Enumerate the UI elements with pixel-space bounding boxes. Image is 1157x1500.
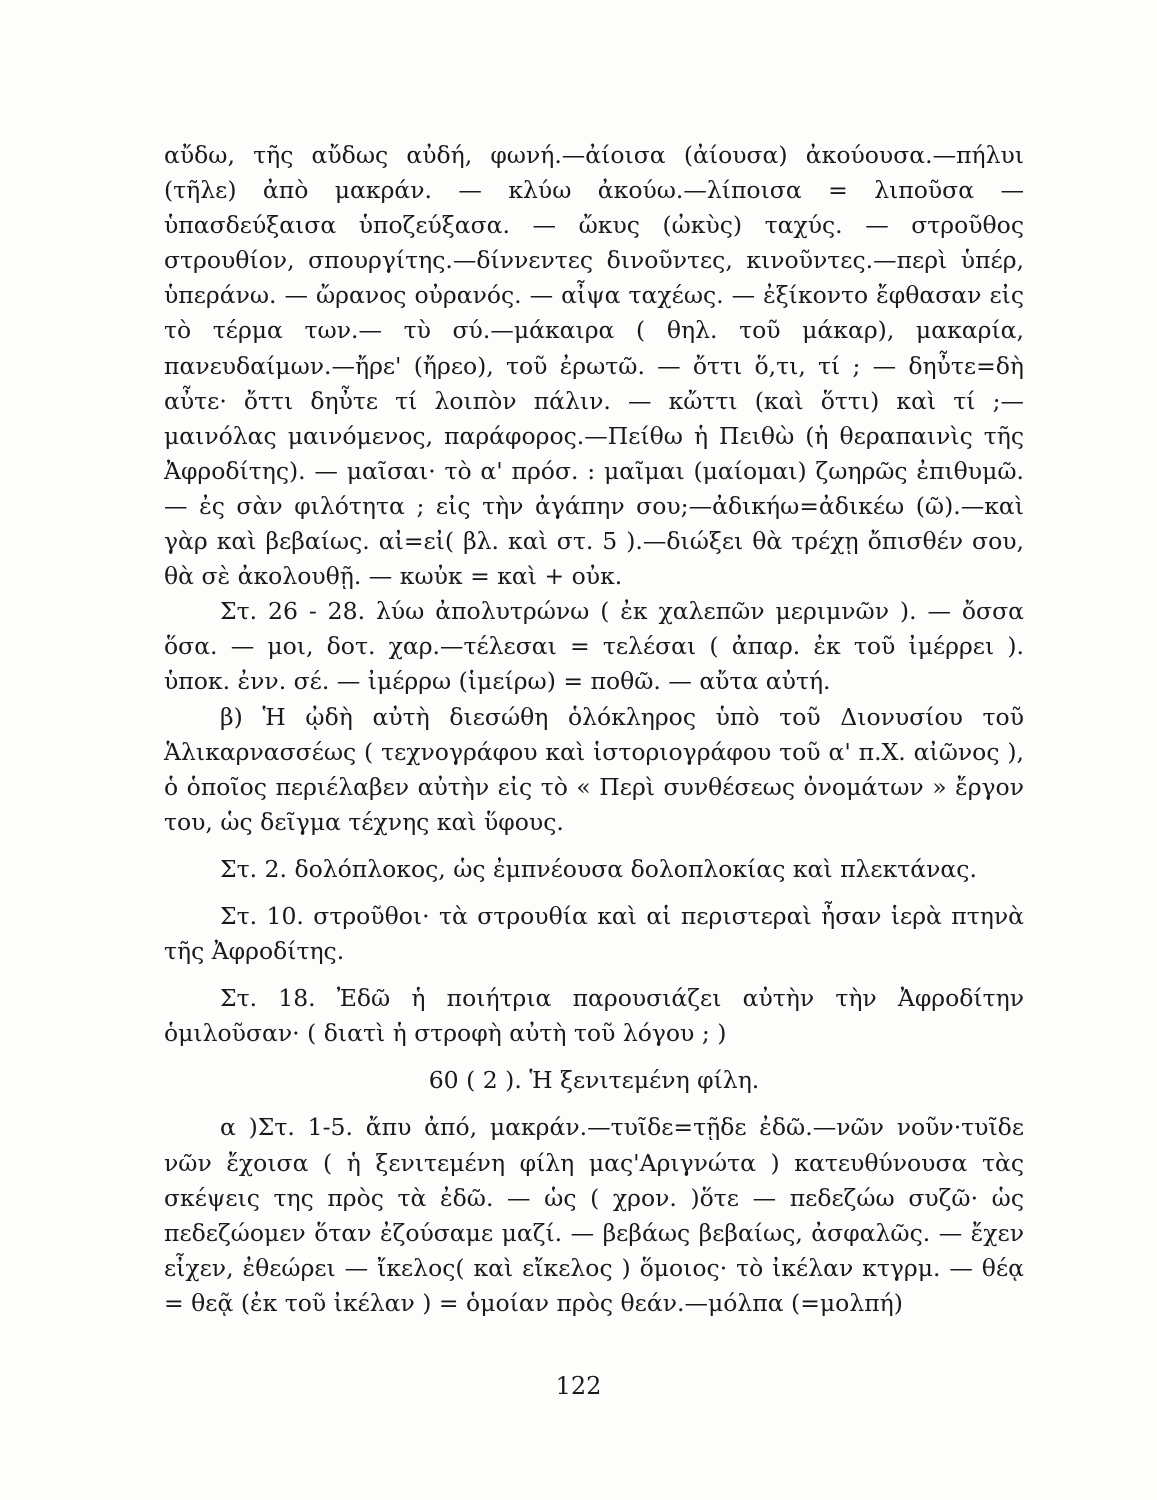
note-b-paragraph: β) Ἡ ᾠδὴ αὐτὴ διεσώθη ὁλόκληρος ὑπὸ τοῦ Διονυσίου τοῦ Ἁλικαρνασσέως ( τεχνογράφου καὶ ἱστοριογράφου τοῦ α' π.Χ. αἰῶνος ), ὁ ὁποῖος περιέλαβεν αὐτὴν εἰς τὸ « Περὶ συνθέσεως ὀνομάτων » ἔργον του, ὡς δεῖγμα τέχνης καὶ ὕφους. [164,702,1024,836]
glossary-paragraph-1: αὔδω, τῆς αὔδως αὐδή, φωνή.—ἀίοισα (ἀίουσα) ἀκούουσα.—πήλυι (τῆλε) ἀπὸ μακράν. — κλύω ἀκούω.—λίποισα = λιποῦσα — ὑπασδεύξαισα ὑποζεύξασα. — ὤκυς (ὠκὺς) ταχύς. — στροῦθος στρουθίον, σπουργίτης.—δίννεντες δινοῦντες, κινοῦντες.—περὶ ὑπέρ, ὑπεράνω. — ὤρανος οὐρανός. — αἶψα ταχέως. — ἐξίκοντο ἔφθασαν εἰς τὸ τέρμα των.— τὺ σύ.—μάκαιρα ( θηλ. τοῦ μάκαρ), μακαρία, πανευδαίμων.—ἤρε' (ἤρεο), τοῦ ἐρωτῶ. — ὄττι ὅ,τι, τί ; — δηὖτε=δὴ αὖτε· ὄττι δηὖτε τί λοιπὸν πάλιν. — κὤττι (καὶ ὅττι) καὶ τί ;— μαινόλας μαινόμενος, παράφορος.—Πείθω ἡ Πειθὼ (ἡ θεραπαινὶς τῆς Ἀφροδίτης). — μαῖσαι· τὸ α' πρόσ. : μαῖμαι (μαίομαι) ζωηρῶς ἐπιθυμῶ. — ἐς σὰν φιλότητα ; εἰς τὴν ἀγάπην σου;—ἀδικήω=ἀδικέω (ῶ).—καὶ γὰρ καὶ βεβαίως. αἰ=εἰ( βλ. καὶ στ. 5 ).—διώξει θὰ τρέχῃ ὄπισθέν σου, θὰ σὲ ἀκολουθῇ. — κωὐκ = καὶ + οὐκ. [164,141,1024,591]
note-line-18: Στ. 18. Ἐδῶ ἡ ποιήτρια παρουσιάζει αὐτὴν τὴν Ἀφροδίτην ὁμιλοῦσαν· ( διατὶ ἡ στροφὴ αὐτὴ τοῦ λόγου ; ) [164,984,1024,1048]
page-number: 122 [555,1372,602,1400]
page-body [164,138,1024,1321]
note-line-2: Στ. 2. δολόπλοκος, ὡς ἐμπνέουσα δολοπλοκίας καὶ πλεκτάνας. [220,854,977,883]
section-heading: 60 ( 2 ). Ἡ ξενιτεμένη φίλη. [428,1066,760,1095]
glossary-paragraph-2: Στ. 26 - 28. λύω ἀπολυτρώνω ( ἐκ χαλεπῶν μεριμνῶν ). — ὄσσα ὅσα. — μοι, δοτ. χαρ.—τέλεσαι = τελέσαι ( ἀπαρ. ἐκ τοῦ ἰμέρρει ). ὑποκ. ἐνν. σέ. — ἰμέρρω (ἱμείρω) = ποθῶ. — αὔτα αὐτή. [164,597,1024,696]
glossary-paragraph-3: α )Στ. 1-5. ἄπυ ἀπό, μακράν.—τυῖδε=τῇδε ἐδῶ.—νῶν νοῦν·τυῖδε νῶν ἔχοισα ( ἡ ξενιτεμένη φίλη μας'Αριγνώτα ) κατευθύνουσα τὰς σκέψεις της πρὸς τὰ ἐδῶ. — ὡς ( χρον. )ὅτε — πεδεζώω συζῶ· ὡς πεδεζώομεν ὅταν ἐζούσαμε μαζί. — βεβάως βεβαίως, ἀσφαλῶς. — ἔχεν εἶχεν, ἐθεώρει — ἴκελος( καὶ εἴκελος ) ὅμοιος· τὸ ἰκέλαν κτγρμ. — θέᾳ = θεᾷ (ἐκ τοῦ ἰκέλαν ) = ὁμοίαν πρὸς θεάν.—μόλπα (=μολπή) [164,1113,1024,1317]
note-line-10: Στ. 10. στροῦθοι· τὰ στρουθία καὶ αἱ περιστεραὶ ἦσαν ἱερὰ πτηνὰ τῆς Ἀφροδίτης. [164,901,1024,966]
